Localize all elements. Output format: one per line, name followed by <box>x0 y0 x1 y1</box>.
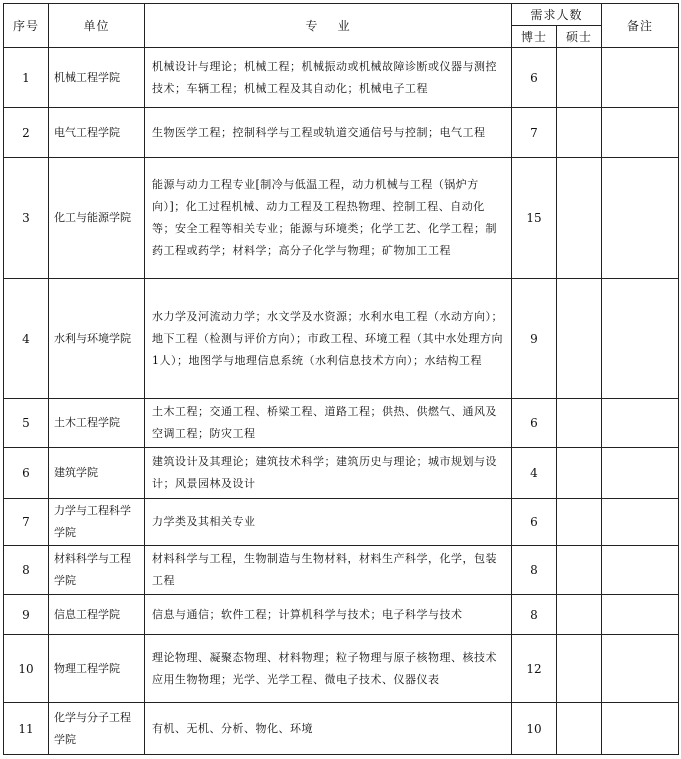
row-major: 机械设计与理论；机械工程；机械振动或机械故障诊断或仪器与测控技术；车辆工程；机械工程及其自动化；机械电子工程 <box>145 48 512 108</box>
row-no: 4 <box>4 279 49 399</box>
row-master <box>557 703 602 755</box>
row-master <box>557 635 602 703</box>
row-master <box>557 48 602 108</box>
row-master <box>557 279 602 399</box>
row-major: 土木工程；交通工程、桥梁工程、道路工程；供热、供燃气、通风及空调工程；防灾工程 <box>145 399 512 448</box>
row-major: 力学类及其相关专业 <box>145 499 512 546</box>
row-remark <box>602 703 679 755</box>
row-no: 1 <box>4 48 49 108</box>
row-major: 建筑设计及其理论；建筑技术科学；建筑历史与理论；城市规划与设计；风景园林及设计 <box>145 448 512 499</box>
row-no: 11 <box>4 703 49 755</box>
table-row <box>4 48 679 108</box>
row-no: 2 <box>4 108 49 158</box>
row-master <box>557 158 602 279</box>
row-remark <box>602 448 679 499</box>
row-no: 7 <box>4 499 49 546</box>
row-unit: 信息工程学院 <box>49 595 145 635</box>
row-major: 水力学及河流动力学；水文学及水资源；水利水电工程（水动方向）；地下工程（检测与评价方向）；市政工程、环境工程（其中水处理方向1人）；地图学与地理信息系统（水利信息技术方向）；水结构工程 <box>145 279 512 399</box>
table-row <box>4 635 679 703</box>
row-no: 10 <box>4 635 49 703</box>
row-major: 有机、无机、分析、物化、环境 <box>145 703 512 755</box>
table-row <box>4 546 679 595</box>
row-remark <box>602 546 679 595</box>
row-no: 8 <box>4 546 49 595</box>
row-unit: 物理工程学院 <box>49 635 145 703</box>
row-master <box>557 546 602 595</box>
header-remark: 备注 <box>602 4 679 48</box>
row-remark <box>602 635 679 703</box>
header-row <box>4 4 679 26</box>
header-no: 序号 <box>4 4 49 48</box>
table-row <box>4 158 679 279</box>
row-unit: 建筑学院 <box>49 448 145 499</box>
row-remark <box>602 399 679 448</box>
table-row <box>4 279 679 399</box>
row-unit: 机械工程学院 <box>49 48 145 108</box>
row-master <box>557 448 602 499</box>
row-phd: 9 <box>512 279 557 399</box>
row-remark <box>602 158 679 279</box>
row-major: 理论物理、凝聚态物理、材料物理；粒子物理与原子核物理、核技术应用生物物理；光学、光学工程、微电子技术、仪器仪表 <box>145 635 512 703</box>
row-remark <box>602 279 679 399</box>
row-phd: 7 <box>512 108 557 158</box>
header-major: 专 业 <box>145 4 512 48</box>
row-phd: 4 <box>512 448 557 499</box>
table-row <box>4 703 679 755</box>
table-row <box>4 448 679 499</box>
row-unit: 电气工程学院 <box>49 108 145 158</box>
row-unit: 力学与工程科学学院 <box>49 499 145 546</box>
row-master <box>557 595 602 635</box>
row-remark <box>602 108 679 158</box>
row-no: 6 <box>4 448 49 499</box>
row-master <box>557 108 602 158</box>
table-row <box>4 399 679 448</box>
header-master: 硕士 <box>557 26 602 48</box>
row-major: 能源与动力工程专业[制冷与低温工程，动力机械与工程（锅炉方向）]；化工过程机械、动力工程及工程热物理、控制工程、自动化等；安全工程等相关专业；能源与环境类；化学工艺、化学工程；制药工程或药学；材料学；高分子化学与物理；矿物加工工程 <box>145 158 512 279</box>
row-phd: 12 <box>512 635 557 703</box>
table-row <box>4 499 679 546</box>
row-phd: 8 <box>512 595 557 635</box>
row-remark <box>602 499 679 546</box>
row-no: 3 <box>4 158 49 279</box>
row-remark <box>602 48 679 108</box>
header-unit: 单位 <box>49 4 145 48</box>
row-unit: 土木工程学院 <box>49 399 145 448</box>
row-phd: 6 <box>512 48 557 108</box>
row-unit: 材料科学与工程学院 <box>49 546 145 595</box>
header-demand: 需求人数 <box>512 4 602 26</box>
row-major: 材料科学与工程，生物制造与生物材料，材料生产科学，化学，包装工程 <box>145 546 512 595</box>
row-unit: 化工与能源学院 <box>49 158 145 279</box>
row-phd: 8 <box>512 546 557 595</box>
row-phd: 6 <box>512 499 557 546</box>
row-major: 信息与通信；软件工程；计算机科学与技术；电子科学与技术 <box>145 595 512 635</box>
recruitment-table <box>3 3 679 755</box>
row-phd: 6 <box>512 399 557 448</box>
row-no: 9 <box>4 595 49 635</box>
row-phd: 10 <box>512 703 557 755</box>
row-unit: 水利与环境学院 <box>49 279 145 399</box>
row-master <box>557 499 602 546</box>
row-remark <box>602 595 679 635</box>
row-phd: 15 <box>512 158 557 279</box>
row-master <box>557 399 602 448</box>
row-major: 生物医学工程；控制科学与工程或轨道交通信号与控制；电气工程 <box>145 108 512 158</box>
table-row <box>4 108 679 158</box>
row-no: 5 <box>4 399 49 448</box>
table-row <box>4 595 679 635</box>
row-unit: 化学与分子工程学院 <box>49 703 145 755</box>
header-phd: 博士 <box>512 26 557 48</box>
